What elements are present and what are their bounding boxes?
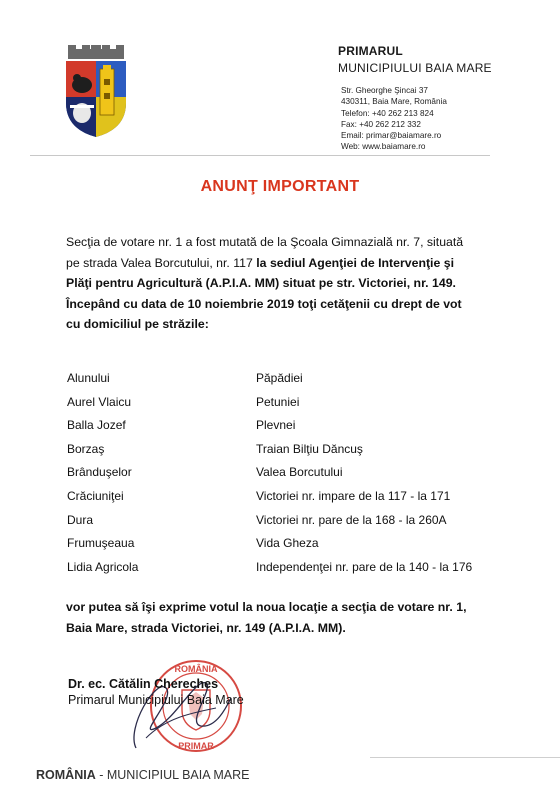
street-right-0: Păpădiei xyxy=(256,371,303,385)
header-divider xyxy=(30,155,490,156)
stamp-top-text: ROMÂNIA xyxy=(174,664,218,674)
street-right-3: Traian Bilţiu Dăncuş xyxy=(256,441,363,456)
contact-email[interactable]: Email: primar@baiamare.ro xyxy=(341,131,442,141)
contact-fax: Fax: +40 262 212 332 xyxy=(341,119,421,129)
street-right-6: Victoriei nr. pare de la 168 - la 260A xyxy=(256,512,447,527)
closing-paragraph xyxy=(66,597,506,638)
contact-block xyxy=(341,85,447,153)
contact-web[interactable]: Web: www.baiamare.ro xyxy=(341,142,426,152)
intro-line-1: Secţia de votare nr. 1 a fost mutată de la Şcoala Gimnazială nr. 7, situată xyxy=(66,235,464,249)
contact-city: 430311, Baia Mare, România xyxy=(341,97,447,107)
street-left-5: Crăciuniţei xyxy=(67,489,124,503)
header-subtitle: MUNICIPIULUI BAIA MARE xyxy=(338,61,492,75)
page-title: ANUNŢ IMPORTANT xyxy=(200,178,360,195)
intro-paragraph xyxy=(66,232,506,335)
street-left-4: Brânduşelor xyxy=(67,465,132,480)
street-left-3: Borzaş xyxy=(67,441,105,456)
intro-line-2-bold: la sediul Agenţiei de Intervenţie şi xyxy=(256,255,454,270)
intro-line-5: cu domiciliul pe străzile: xyxy=(66,317,209,331)
street-right-1: Petuniei xyxy=(256,394,300,409)
contact-address: Str. Gheorghe Şincai 37 xyxy=(341,86,428,95)
signatory-name: Dr. ec. Cătălin Chereches xyxy=(68,677,219,691)
stamp-bottom-text: PRIMAR xyxy=(178,741,214,751)
intro-line-3: Plăţi pentru Agricultură (A.P.I.A. MM) situat pe str. Victoriei, nr. 149. xyxy=(66,276,456,290)
street-right-4: Valea Borcutului xyxy=(256,465,343,480)
closing-line-1: vor putea să îşi exprime votul la noua locaţie a secţia de votare nr. 1, xyxy=(66,600,467,614)
street-right-7: Vida Gheza xyxy=(256,536,319,551)
street-left-1: Aurel Vlaicu xyxy=(67,394,132,409)
street-right-2: Plevnei xyxy=(256,418,296,433)
footer xyxy=(36,768,249,782)
intro-line-4: Începând cu data de 10 noiembrie 2019 toţi cetăţenii cu drept de vot xyxy=(66,296,462,311)
coat-of-arms-icon xyxy=(60,45,132,139)
street-left-0: Alunului xyxy=(67,371,110,385)
street-left-2: Balla Jozef xyxy=(67,418,126,433)
street-right-8: Independenţei nr. pare de la 140 - la 176 xyxy=(256,559,473,574)
intro-line-2-plain: pe strada Valea Borcutului, nr. 117 xyxy=(66,255,257,270)
street-left-8: Lidia Agricola xyxy=(67,559,139,574)
street-left-6: Dura xyxy=(67,512,94,527)
footer-municipality: - MUNICIPIUL BAIA MARE xyxy=(95,768,250,782)
header-title: PRIMARUL xyxy=(338,44,403,58)
street-left-7: Frumuşeaua xyxy=(67,536,135,551)
signatory-role: Primarul Municipiului Baia Mare xyxy=(68,693,244,707)
contact-phone: Telefon: +40 262 213 824 xyxy=(341,108,434,118)
street-right-5: Victoriei nr. impare de la 117 - la 171 xyxy=(256,489,451,503)
closing-line-2: Baia Mare, strada Victoriei, nr. 149 (A.P.I.A. MM). xyxy=(66,620,346,635)
footer-divider xyxy=(370,757,560,758)
footer-country: ROMÂNIA xyxy=(36,768,96,782)
intro-line-2 xyxy=(66,253,506,274)
